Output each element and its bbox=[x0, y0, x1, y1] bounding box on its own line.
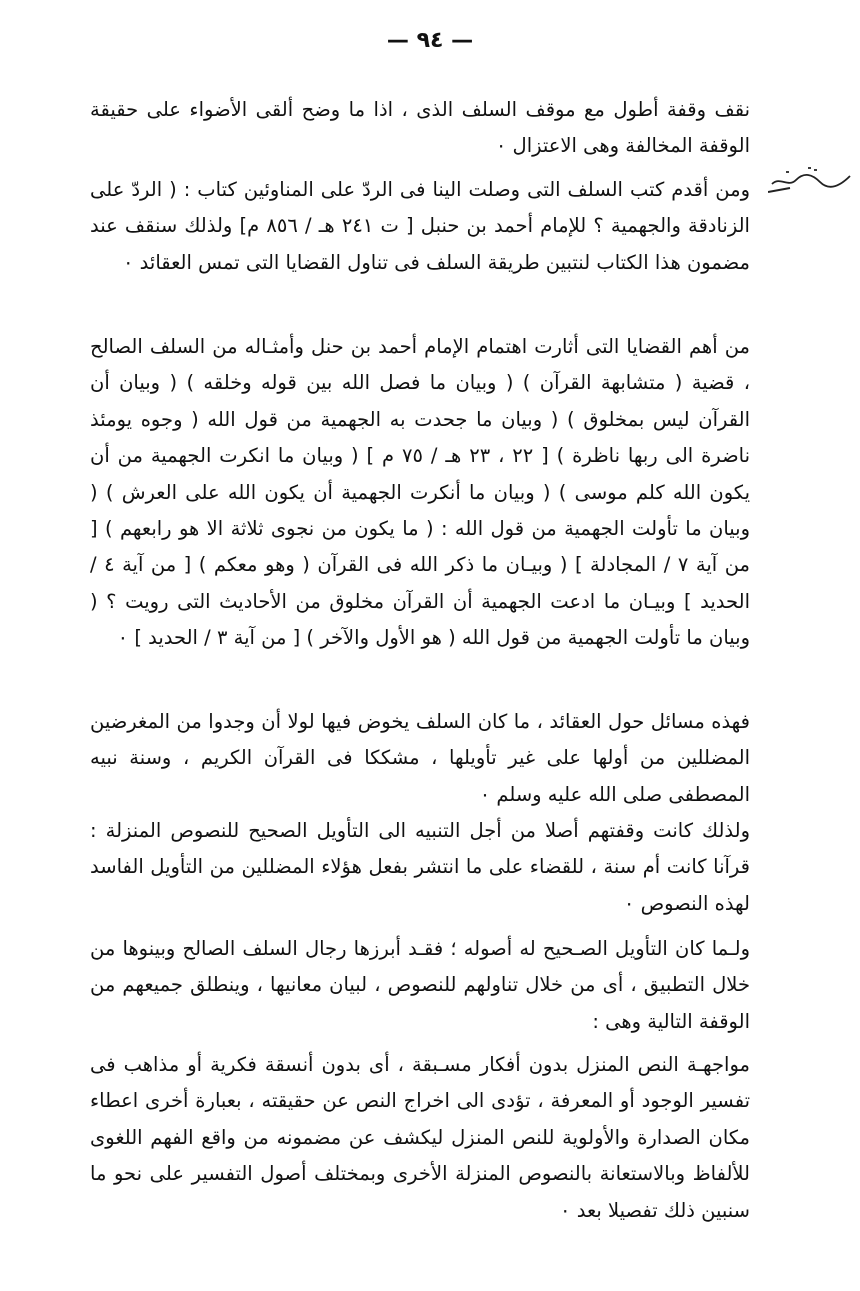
margin-note-scribble bbox=[768, 160, 860, 200]
paragraph-4: فهذه مسائل حول العقائد ، ما كان السلف يخوض فيها لولا أن وجدوا من المغرضين المضللين من أولها على غير تأويلها ، مشككا فى القرآن الكريم ، وسنة نبيه المصطفى صلى الله عليه وسلم ٠ bbox=[90, 710, 750, 806]
paragraph-3: من أهم القضايا التى أثارت اهتمام الإمام أحمد بن حنل وأمثـاله من السلف الصالح ، قضية ( متشابهة القرآن ) ( وبيان ما فصل الله بين قوله وخلقه ) ( وبيان أن القرآن ليس بمخلوق ) ( وبيان ما جحدت به الجهمية من قول الله ( وجوه يومئذ ناضرة الى ربها ناظرة ) [ ٢٢ ، ٢٣ هـ / ٧٥ م ] ( وبيان ما انكرت الجهمية من أن يكون الله كلم موسى ) ( وبيان ما أنكرت الجهمية أن يكون الله على العرش ) ( وبيان ما تأولت الجهمية من قول الله : ( ما يكون من نجوى ثلاثة الا هو رابعهم ) [ من آية ٧ / المجادلة ] ( وبيـان ما ذكر الله فى القرآن ( وهو معكم ) [ من آية ٤ / الحديد ] وبيـان ما ادعت الجهمية أن القرآن مخلوق من الأحاديث التى رويت ؟ ( وبيان ما تأولت الجهمية من قول الله ( هو الأول والآخر ) [ من آية ٣ / الحديد ] ٠ bbox=[90, 335, 750, 650]
handwritten-margin-note bbox=[768, 160, 860, 200]
paragraph-7: مواجهـة النص المنزل بدون أفكار مسـبقة ، أى بدون أنسقة فكرية أو مذاهب فى تفسير الوجود أو المعرفة ، تؤدى الى اخراج النص عن حقيقته ، بعبارة أخرى اعطاء مكان الصدارة والأولوية للنص المنزل ليكشف عن مضمونه من واقع الفهم اللغوى للألفاظ وبالاستعانة بالنصوص المنزلة الأخرى وبمختلف أصول التفسير على نحو ما سنبين ذلك تفصيلا بعد ٠ bbox=[90, 1053, 750, 1222]
paragraph-5: ولذلك كانت وقفتهم أصلا من أجل التنبيه الى التأويل الصحيح للنصوص المنزلة : قرآنا كانت أم سنة ، للقضاء على ما انتشر بفعل هؤلاء المضللين من التأويل الفاسد لهذه النصوص ٠ bbox=[90, 819, 750, 915]
paragraph-1: نقف وقفة أطول مع موقف السلف الذى ، اذا ما وضح ألقى الأضواء على حقيقة الوقفة المخالفة وهى الاعتزال ٠ bbox=[90, 98, 750, 158]
paragraph-6: ولـما كان التأويل الصـحيح له أصوله ؛ فقـد أبرزها رجال السلف الصالح وبينوها من خلال التطبيق ، أى من خلال تناولهم للنصوص ، لبيان معانيها ، وينطلق جميعهم من الوقفة التالية وهى : bbox=[90, 937, 750, 1033]
paragraph-2: ومن أقدم كتب السلف التى وصلت الينا فى الردّ على المناوئين كتاب : ( الردّ على الزنادقة والجهمية ؟ للإمام أحمد بن حنبل [ ت ٢٤١ هـ / ٨٥٦ م] ولذلك سنقف عند مضمون هذا الكتاب لنتبين طريقة السلف فى تناول القضايا التى تمس العقائد ٠ bbox=[90, 178, 750, 274]
page-number: — ٩٤ — bbox=[386, 28, 474, 53]
